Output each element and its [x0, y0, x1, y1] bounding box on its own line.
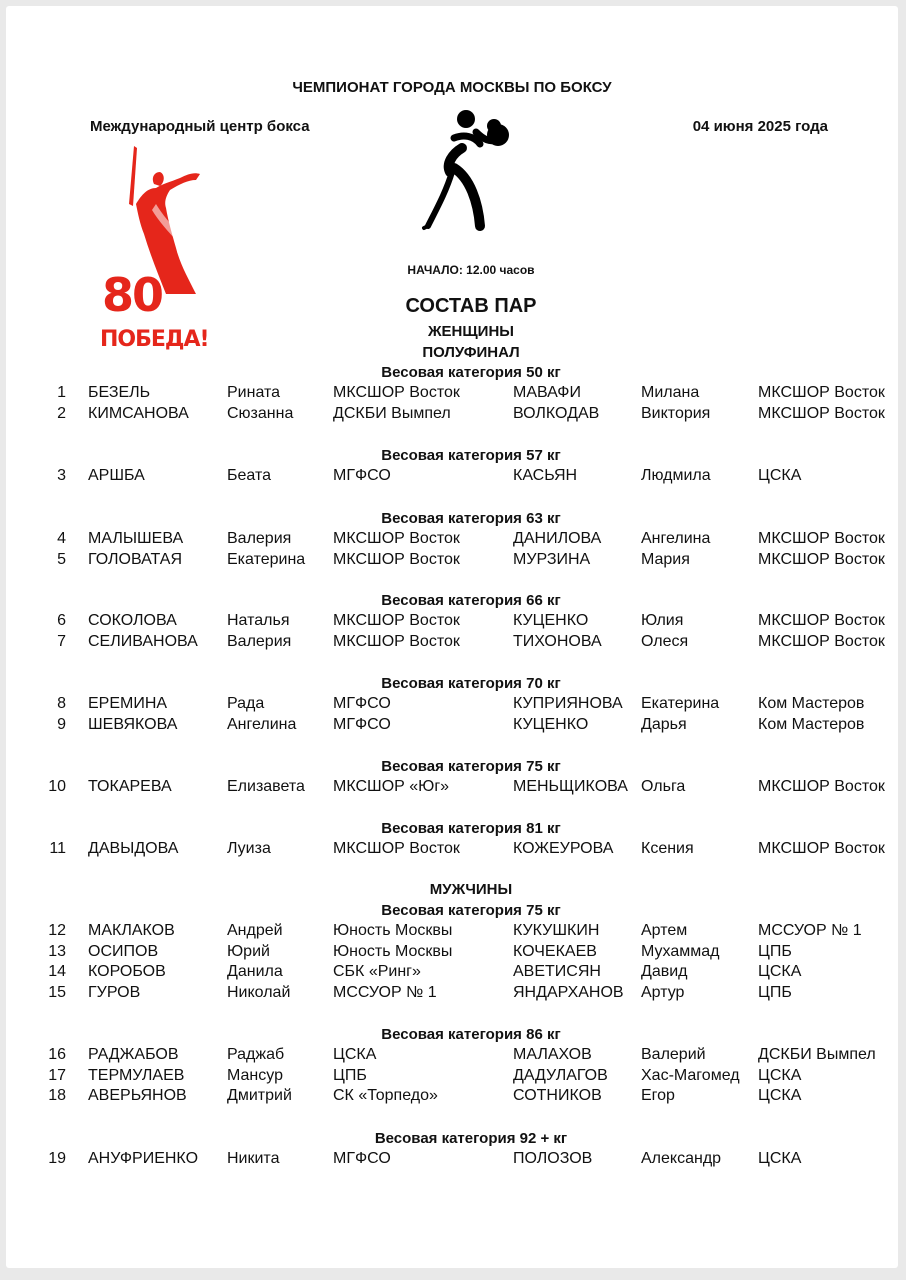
boxer1-last-name: РАДЖАБОВ [88, 1046, 179, 1063]
women-heading: ЖЕНЩИНЫ [428, 323, 514, 340]
pair-row [6, 943, 898, 964]
pair-number: 4 [57, 530, 66, 547]
boxer1-first-name: Сюзанна [227, 404, 294, 422]
boxer2-first-name: Ксения [641, 840, 694, 857]
boxer1-last-name: КИМСАНОВА [88, 404, 189, 422]
boxer1-last-name: ОСИПОВ [88, 942, 159, 960]
boxer2-last-name: КОЖЕУРОВА [513, 840, 614, 857]
boxer2-club: ЦСКА [758, 467, 802, 484]
boxer1-last-name: МАЛЫШЕВА [88, 530, 184, 547]
boxer1-last-name: МАКЛАКОВ [88, 922, 175, 939]
boxer1-club: ЦПБ [333, 1066, 367, 1084]
boxer2-last-name: АВЕТИСЯН [513, 963, 601, 981]
boxer2-last-name: ДАДУЛАГОВ [513, 1066, 608, 1084]
boxer1-last-name: ТЕРМУЛАЕВ [88, 1066, 185, 1084]
pair-number: 7 [57, 632, 66, 650]
pair-number: 16 [48, 1046, 66, 1063]
boxer1-last-name: ЕРЕМИНА [88, 695, 168, 712]
boxer1-last-name: ГОЛОВАТАЯ [88, 550, 183, 568]
boxer2-first-name: Виктория [641, 404, 711, 422]
boxer2-first-name: Мухаммад [641, 942, 720, 960]
boxer2-first-name: Олеся [641, 632, 689, 650]
boxer2-last-name: МЕНЬЩИКОВА [513, 778, 628, 795]
weight-category-title: Весовая категория 92 + кг [374, 1130, 568, 1147]
pair-row [6, 695, 898, 716]
document-page [6, 6, 898, 1268]
boxer1-first-name: Валерия [227, 530, 292, 547]
pair-number: 10 [48, 778, 66, 795]
pair-row [6, 384, 898, 405]
weight-category-title: Весовая категория 63 кг [381, 510, 561, 527]
boxer1-last-name: ГУРОВ [88, 984, 141, 1002]
pair-number: 3 [57, 467, 66, 484]
boxer1-first-name: Николай [227, 984, 291, 1002]
boxer1-first-name: Луиза [227, 840, 271, 857]
boxer1-club: МГФСО [333, 1150, 391, 1167]
boxer1-club: МГФСО [333, 467, 391, 484]
boxer2-last-name: МУРЗИНА [513, 550, 591, 568]
boxer2-club: ЦПБ [758, 984, 792, 1002]
boxer1-first-name: Наталья [227, 612, 290, 629]
venue: Международный центр бокса [90, 118, 310, 135]
boxer1-club: СК «Торпедо» [333, 1087, 438, 1105]
boxer-pictogram-icon [418, 102, 518, 232]
pair-row [6, 922, 898, 943]
boxer2-first-name: Давид [641, 963, 688, 981]
pair-number: 19 [48, 1150, 66, 1167]
pair-number: 13 [48, 942, 66, 960]
boxer2-club: ДСКБИ Вымпел [758, 1046, 876, 1063]
boxer2-first-name: Ольга [641, 778, 686, 795]
boxer1-club: МГФСО [333, 695, 391, 712]
boxer2-first-name: Людмила [641, 467, 711, 484]
boxer1-last-name: АВЕРЬЯНОВ [88, 1087, 187, 1105]
boxer1-last-name: АРШБА [88, 467, 145, 484]
boxer1-first-name: Никита [227, 1150, 280, 1167]
boxer1-club: Юность Москвы [333, 922, 453, 939]
boxer1-first-name: Раджаб [227, 1046, 285, 1063]
boxer1-first-name: Беата [227, 467, 271, 484]
boxer2-last-name: КУЦЕНКО [513, 715, 589, 733]
pair-number: 17 [48, 1066, 66, 1084]
boxer2-first-name: Дарья [641, 715, 687, 733]
championship-title: ЧЕМПИОНАТ ГОРОДА МОСКВЫ ПО БОКСУ [292, 79, 612, 96]
pair-number: 6 [57, 612, 66, 629]
pair-row [6, 1067, 898, 1088]
weight-category-title: Весовая категория 86 кг [381, 1026, 561, 1043]
boxer2-first-name: Хас-Магомед [641, 1066, 740, 1084]
boxer1-last-name: ШЕВЯКОВА [88, 715, 178, 733]
boxer1-club: МГФСО [333, 715, 391, 733]
boxer2-club: ЦСКА [758, 1087, 802, 1105]
boxer2-last-name: ТИХОНОВА [513, 632, 602, 650]
boxer2-club: Ком Мастеров [758, 715, 865, 733]
boxer2-last-name: КУПРИЯНОВА [513, 695, 623, 712]
pair-row [6, 530, 898, 551]
pair-number: 15 [48, 984, 66, 1002]
boxer1-last-name: ТОКАРЕВА [88, 778, 172, 795]
pair-row [6, 963, 898, 984]
boxer2-first-name: Мария [641, 550, 690, 568]
boxer2-first-name: Ангелина [641, 530, 711, 547]
boxer2-first-name: Артур [641, 984, 685, 1002]
boxer2-club: ЦПБ [758, 942, 792, 960]
boxer1-first-name: Данила [227, 963, 283, 981]
event-date: 04 июня 2025 года [692, 118, 828, 135]
boxer2-last-name: КУКУШКИН [513, 922, 600, 939]
boxer2-club: МКСШОР Восток [758, 404, 885, 422]
boxer1-first-name: Екатерина [227, 550, 306, 568]
pair-row [6, 716, 898, 737]
boxer1-club: ДСКБИ Вымпел [333, 404, 451, 422]
boxer1-first-name: Андрей [227, 922, 283, 939]
weight-category-title: Весовая категория 70 кг [381, 675, 561, 692]
boxer2-last-name: МАЛАХОВ [513, 1046, 592, 1063]
men-heading: МУЖЧИНЫ [429, 881, 513, 898]
boxer1-club: МКСШОР «Юг» [333, 778, 450, 795]
boxer2-last-name: МАВАФИ [513, 384, 581, 401]
pair-row [6, 633, 898, 654]
boxer1-club: СБК «Ринг» [333, 963, 421, 981]
boxer2-club: Ком Мастеров [758, 695, 865, 712]
weight-category-title: Весовая категория 81 кг [381, 820, 561, 837]
boxer1-club: МКСШОР Восток [333, 384, 460, 401]
pair-row [6, 612, 898, 633]
boxer2-first-name: Артем [641, 922, 688, 939]
pair-number: 1 [57, 384, 66, 401]
boxer2-club: ЦСКА [758, 1066, 802, 1084]
boxer2-last-name: ДАНИЛОВА [513, 530, 602, 547]
boxer2-club: МКСШОР Восток [758, 778, 885, 795]
boxer1-last-name: АНУФРИЕНКО [88, 1150, 199, 1167]
boxer1-first-name: Рада [227, 695, 265, 712]
pair-number: 18 [48, 1087, 66, 1105]
pair-row [6, 1046, 898, 1067]
boxer2-first-name: Александр [641, 1150, 722, 1167]
weight-category-title: Весовая категория 50 кг [381, 364, 561, 381]
pair-row [6, 467, 898, 488]
pair-number: 14 [48, 963, 66, 981]
boxer2-last-name: ЯНДАРХАНОВ [513, 984, 624, 1002]
weight-category-title: Весовая категория 75 кг [381, 902, 561, 919]
boxer1-club: МКСШОР Восток [333, 530, 460, 547]
boxer2-last-name: СОТНИКОВ [513, 1087, 602, 1105]
weight-category-title: Весовая категория 57 кг [381, 447, 561, 464]
pair-number: 12 [48, 922, 66, 939]
boxer2-last-name: ВОЛКОДАВ [513, 404, 600, 422]
boxer2-first-name: Милана [641, 384, 700, 401]
boxer2-first-name: Екатерина [641, 695, 720, 712]
boxer2-last-name: КОЧЕКАЕВ [513, 942, 597, 960]
boxer2-club: МКСШОР Восток [758, 530, 885, 547]
boxer2-first-name: Егор [641, 1087, 675, 1105]
pair-row [6, 1087, 898, 1108]
boxer1-first-name: Валерия [227, 632, 292, 650]
boxer2-last-name: КАСЬЯН [513, 467, 578, 484]
pair-row [6, 778, 898, 799]
boxer1-club: Юность Москвы [333, 942, 453, 960]
boxer2-last-name: ПОЛОЗОВ [513, 1150, 593, 1167]
start-time: НАЧАЛО: 12.00 часов [407, 263, 535, 277]
boxer2-club: ЦСКА [758, 963, 802, 981]
pair-row [6, 1150, 898, 1171]
boxer1-club: МКСШОР Восток [333, 840, 460, 857]
pair-number: 9 [57, 715, 66, 733]
boxer1-last-name: СЕЛИВАНОВА [88, 632, 198, 650]
boxer2-first-name: Юлия [641, 612, 684, 629]
boxer1-club: МКСШОР Восток [333, 550, 460, 568]
pair-number: 5 [57, 550, 66, 568]
boxer1-first-name: Елизавета [227, 778, 305, 795]
pair-number: 8 [57, 695, 66, 712]
boxer1-first-name: Ангелина [227, 715, 297, 733]
boxer2-club: МКСШОР Восток [758, 550, 885, 568]
boxer2-club: МССУОР № 1 [758, 922, 862, 939]
logo-word: ПОБЕДА! [100, 327, 209, 352]
boxer2-club: МКСШОР Восток [758, 612, 885, 629]
pair-number: 11 [49, 840, 66, 857]
boxer2-club: ЦСКА [758, 1150, 802, 1167]
logo-number: 80 [102, 268, 163, 322]
boxer1-club: МКСШОР Восток [333, 632, 460, 650]
pair-row [6, 551, 898, 572]
boxer2-last-name: КУЦЕНКО [513, 612, 589, 629]
boxer2-club: МКСШОР Восток [758, 632, 885, 650]
boxer2-club: МКСШОР Восток [758, 384, 885, 401]
boxer1-last-name: КОРОБОВ [88, 963, 166, 981]
composition-title: СОСТАВ ПАР [405, 295, 537, 317]
pair-row [6, 984, 898, 1005]
boxer1-club: ЦСКА [333, 1046, 377, 1063]
boxer1-first-name: Юрий [227, 942, 270, 960]
boxer2-club: МКСШОР Восток [758, 840, 885, 857]
boxer1-club: МКСШОР Восток [333, 612, 460, 629]
pair-row [6, 840, 898, 861]
weight-category-title: Весовая категория 66 кг [381, 592, 561, 609]
boxer2-first-name: Валерий [641, 1046, 706, 1063]
boxer1-last-name: ДАВЫДОВА [88, 840, 179, 857]
weight-category-title: Весовая категория 75 кг [381, 758, 561, 775]
boxer1-first-name: Дмитрий [227, 1087, 292, 1105]
boxer1-last-name: СОКОЛОВА [88, 612, 177, 629]
pair-row [6, 405, 898, 426]
pair-number: 2 [57, 404, 66, 422]
stage-heading: ПОЛУФИНАЛ [422, 344, 520, 361]
boxer1-first-name: Рината [227, 384, 281, 401]
boxer1-first-name: Мансур [227, 1066, 283, 1084]
boxer1-club: МССУОР № 1 [333, 984, 437, 1002]
boxer1-last-name: БЕЗЕЛЬ [88, 384, 151, 401]
